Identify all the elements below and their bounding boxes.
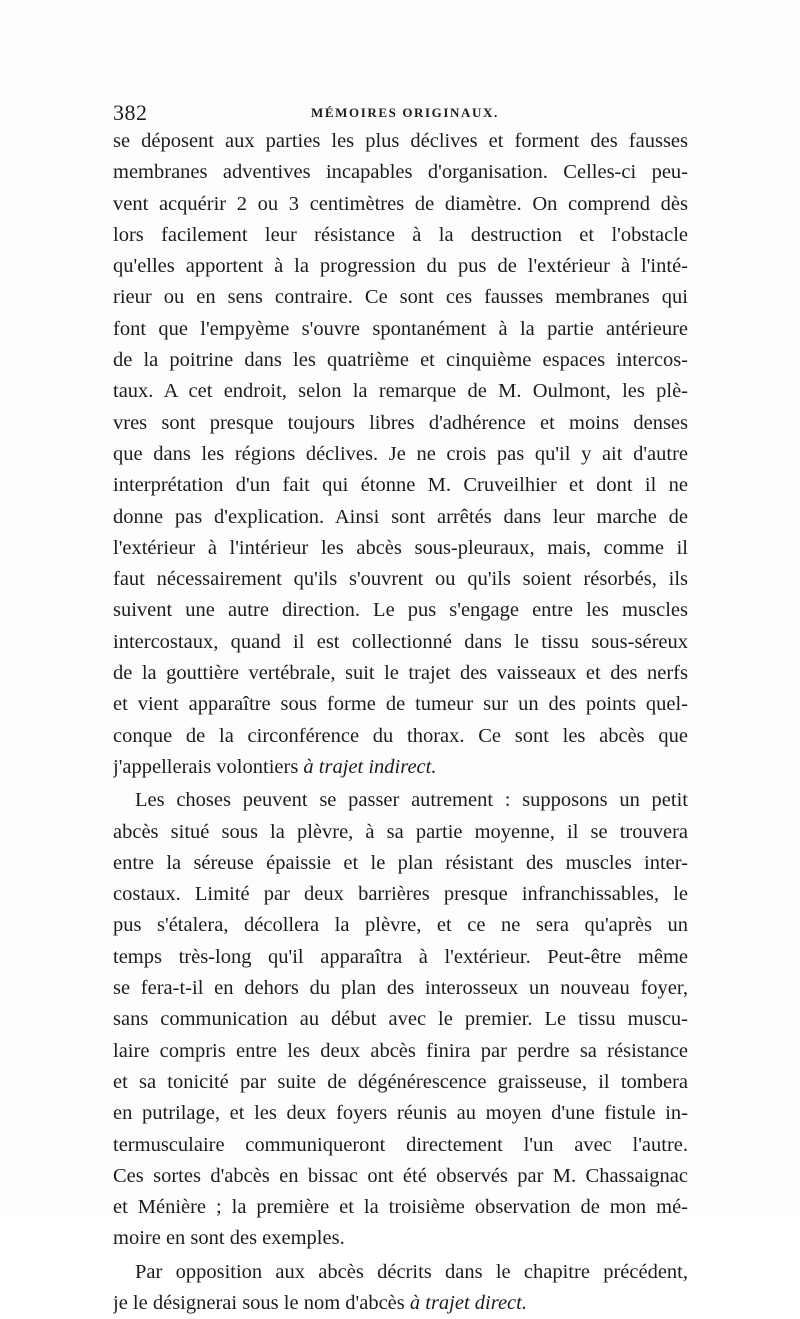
text-line: sans communication au début avec le premier. Le tissu muscu- <box>113 1008 688 1031</box>
text-line: intercostaux, quand il est collectionné dans le tissu sous-séreux <box>113 630 688 653</box>
line-text: j'appellerais volontiers <box>113 755 299 778</box>
text-line: entre la séreuse épaissie et le plan résistant des muscles inter- <box>113 851 688 874</box>
text-line-paragraph-end <box>113 752 688 783</box>
text-line: abcès situé sous la plèvre, à sa partie moyenne, il se trouvera <box>113 820 688 843</box>
text-line: taux. A cet endroit, selon la remarque de M. Oulmont, les plè- <box>113 380 688 403</box>
text-line: interprétation d'un fait qui étonne M. Cruveilhier et dont il ne <box>113 474 688 497</box>
text-line: laire compris entre les deux abcès finira par perdre sa résistance <box>113 1039 688 1062</box>
text-line: rieur ou en sens contraire. Ce sont ces fausses membranes qui <box>113 286 688 309</box>
text-line: vres sont presque toujours libres d'adhérence et moins denses <box>113 411 688 434</box>
line-text: je le désignerai sous le nom d'abcès <box>113 1291 405 1314</box>
text-line: conque de la circonférence du thorax. Ce sont les abcès que <box>113 724 688 747</box>
text-line: qu'elles apportent à la progression du pus de l'extérieur à l'inté- <box>113 255 688 278</box>
text-line: costaux. Limité par deux barrières presque infranchissables, le <box>113 883 688 906</box>
page-header <box>113 100 688 126</box>
text-line: de la poitrine dans les quatrième et cinquième espaces intercos- <box>113 349 688 372</box>
text-line-paragraph-start: Les choses peuvent se passer autrement : supposons un petit <box>135 789 688 812</box>
text-line: se fera-t-il en dehors du plan des interosseux un nouveau foyer, <box>113 977 688 1000</box>
page-number: 382 <box>113 100 148 125</box>
text-line: font que l'empyème s'ouvre spontanément à la partie antérieure <box>113 317 688 340</box>
text-line: membranes adventives incapables d'organisation. Celles-ci peu- <box>113 161 688 184</box>
italic-term: à trajet direct. <box>409 1291 527 1314</box>
text-line: et vient apparaître sous forme de tumeur sur un des points quel- <box>113 693 688 716</box>
text-line: faut nécessairement qu'ils s'ouvrent ou qu'ils soient résorbés, ils <box>113 568 688 591</box>
text-line: lors facilement leur résistance à la destruction et l'obstacle <box>113 223 688 246</box>
text-line: suivent une autre direction. Le pus s'engage entre les muscles <box>113 599 688 622</box>
italic-term: à trajet indirect. <box>303 755 437 778</box>
text-line: et sa tonicité par suite de dégénérescence graisseuse, il tombera <box>113 1070 688 1093</box>
text-line: se déposent aux parties les plus déclives et forment des fausses <box>113 130 688 152</box>
text-line: vent acquérir 2 ou 3 centimètres de diamètre. On comprend dès <box>113 192 688 215</box>
text-line: de la gouttière vertébrale, suit le trajet des vaisseaux et des nerfs <box>113 662 688 685</box>
text-line-paragraph-end: moire en sont des exemples. <box>113 1227 345 1250</box>
text-line: pus s'étalera, décollera la plèvre, et ce ne sera qu'après un <box>113 914 688 937</box>
text-line: temps très-long qu'il apparaîtra à l'extérieur. Peut-être même <box>113 945 688 968</box>
text-line: en putrilage, et les deux foyers réunis au moyen d'une fistule in- <box>113 1102 688 1125</box>
text-line: et Ménière ; la première et la troisième observation de mon mé- <box>113 1196 688 1219</box>
text-line: que dans les régions déclives. Je ne crois pas qu'il y ait d'autre <box>113 442 688 465</box>
running-head: MÉMOIRES ORIGINAUX. <box>311 105 499 120</box>
text-line: termusculaire communiqueront directement l'un avec l'autre. <box>113 1133 688 1156</box>
text-line-paragraph-start: Par opposition aux abcès décrits dans le chapitre précédent, <box>135 1260 688 1283</box>
text-line: donne pas d'explication. Ainsi sont arrêtés dans leur marche de <box>113 505 688 528</box>
text-line-paragraph-end <box>113 1288 688 1319</box>
text-line: Ces sortes d'abcès en bissac ont été observés par M. Chassaignac <box>113 1164 688 1187</box>
text-line: l'extérieur à l'intérieur les abcès sous-pleuraux, mais, comme il <box>113 536 688 559</box>
body-text <box>113 126 688 1319</box>
